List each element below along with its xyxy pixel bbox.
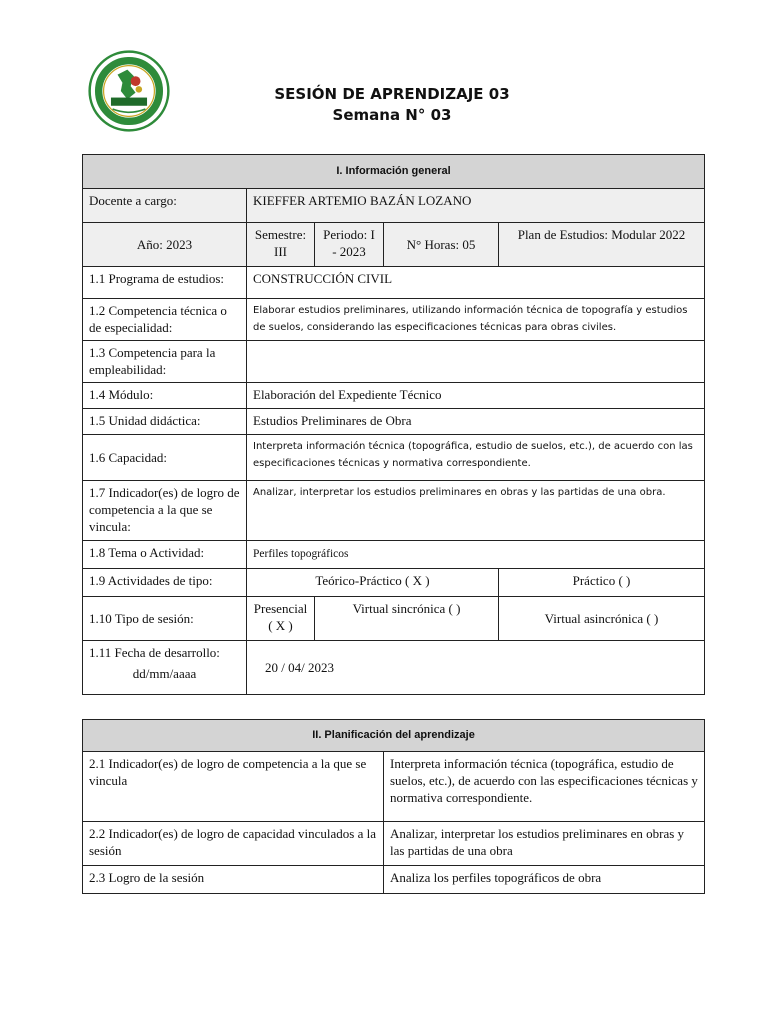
capacidad-label: 1.6 Capacidad: (83, 435, 247, 481)
unidad-label: 1.5 Unidad didáctica: (83, 409, 247, 435)
tema-value: Perfiles topográficos (247, 541, 705, 569)
unidad-value: Estudios Preliminares de Obra (247, 409, 705, 435)
table-row (83, 866, 705, 894)
horas-cell: N° Horas: 05 (384, 223, 499, 267)
capacidad-value: Interpreta información técnica (topográfica, estudio de suelos, etc.), de acuerdo con las especificaciones técnicas y normativa correspondiente. (247, 435, 705, 481)
tipo-option-asincronica: Virtual asincrónica ( ) (499, 597, 705, 641)
competencia-label: 1.2 Competencia técnica o de especialidad: (83, 299, 247, 341)
page-subtitle: Semana N° 03 (332, 106, 452, 124)
table-row (83, 822, 705, 866)
planning-value: Analiza los perfiles topográficos de obra (384, 866, 705, 894)
tipo-label: 1.10 Tipo de sesión: (83, 597, 247, 641)
planning-value: Analizar, interpretar los estudios preliminares en obras y las partidas de una obra (384, 822, 705, 866)
modulo-label: 1.4 Módulo: (83, 383, 247, 409)
planning-label: 2.3 Logro de la sesión (83, 866, 384, 894)
planning-label: 2.1 Indicador(es) de logro de competencia a la que se vincula (83, 752, 384, 822)
empleabilidad-value (247, 341, 705, 383)
indicador-label: 1.7 Indicador(es) de logro de competencia a la que se vincula: (83, 481, 247, 541)
indicador-value: Analizar, interpretar los estudios preliminares en obras y las partidas de una obra. (247, 481, 705, 541)
planning-table (82, 719, 705, 894)
planning-label: 2.2 Indicador(es) de logro de capacidad vinculados a la sesión (83, 822, 384, 866)
modulo-value: Elaboración del Expediente Técnico (247, 383, 705, 409)
fecha-value: 20 / 04/ 2023 (247, 641, 705, 695)
section-1-heading: I. Información general (83, 155, 705, 189)
actividades-option-practico: Práctico ( ) (499, 569, 705, 597)
fecha-label-cell (83, 641, 247, 695)
semestre-cell: Semestre: III (247, 223, 315, 267)
competencia-value: Elaborar estudios preliminares, utilizando información técnica de topografía y estudios de suelos, considerando las especificaciones técnicas para obras civiles. (247, 299, 705, 341)
fecha-label: 1.11 Fecha de desarrollo: (89, 645, 220, 660)
document-title-block (200, 84, 584, 126)
institution-logo (88, 50, 170, 132)
actividades-option-teorico-practico: Teórico-Práctico ( X ) (247, 569, 499, 597)
anio-cell: Año: 2023 (83, 223, 247, 267)
section-2-heading: II. Planificación del aprendizaje (83, 720, 705, 752)
tipo-option-presencial: Presencial ( X ) (247, 597, 315, 641)
actividades-label: 1.9 Actividades de tipo: (83, 569, 247, 597)
programa-label: 1.1 Programa de estudios: (83, 267, 247, 299)
docente-value: KIEFFER ARTEMIO BAZÁN LOZANO (247, 189, 705, 223)
table-row (83, 752, 705, 822)
planning-value: Interpreta información técnica (topográfica, estudio de suelos, etc.), de acuerdo con las especificaciones técnicas y normativa correspondiente. (384, 752, 705, 822)
page-title: SESIÓN DE APRENDIZAJE 03 (274, 85, 510, 103)
programa-value: CONSTRUCCIÓN CIVIL (247, 267, 705, 299)
tipo-option-sincronica: Virtual sincrónica ( ) (315, 597, 499, 641)
docente-label: Docente a cargo: (83, 189, 247, 223)
periodo-cell: Periodo: I - 2023 (315, 223, 384, 267)
empleabilidad-label: 1.3 Competencia para la empleabilidad: (83, 341, 247, 383)
plan-cell: Plan de Estudios: Modular 2022 (499, 223, 705, 267)
fecha-format: dd/mm/aaaa (132, 666, 197, 681)
tema-label: 1.8 Tema o Actividad: (83, 541, 247, 569)
general-info-table (82, 154, 705, 695)
